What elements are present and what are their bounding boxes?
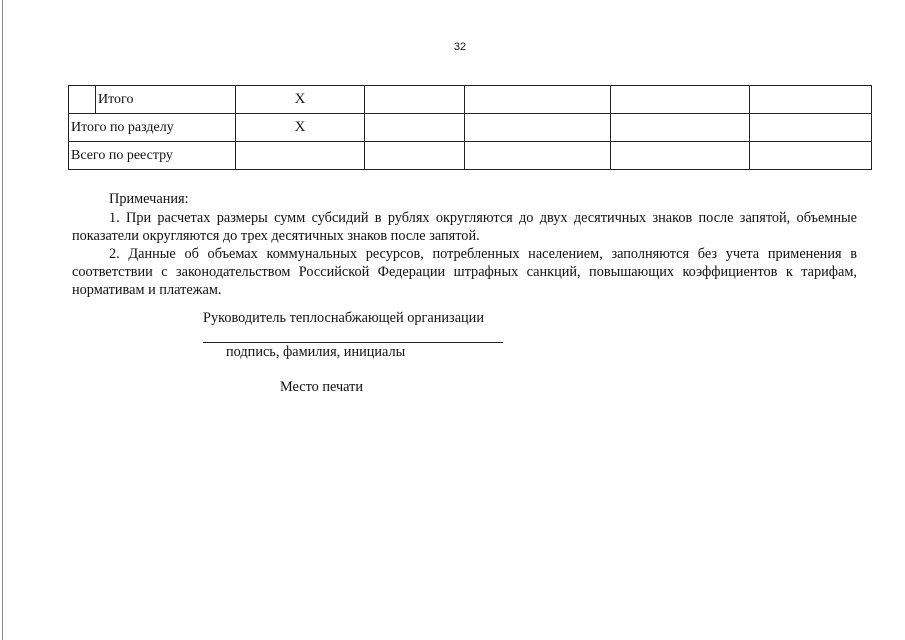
notes-section — [72, 190, 857, 299]
notes-title: Примечания: — [109, 191, 189, 207]
table-cell-empty — [365, 86, 465, 114]
stamp-place-label: Место печати — [280, 379, 364, 395]
page-left-edge — [2, 0, 3, 640]
table-row-section-total — [69, 114, 872, 142]
table-cell-empty — [750, 86, 872, 114]
signer-title: Руководитель теплоснабжающей организации — [203, 310, 484, 326]
table-cell-empty — [365, 142, 465, 170]
row-mark-total: X — [236, 86, 365, 114]
signature-line — [203, 342, 503, 343]
table-cell-empty — [611, 114, 750, 142]
table-cell-empty — [365, 114, 465, 142]
table-cell-empty — [69, 86, 96, 114]
table-cell-empty — [750, 142, 872, 170]
page-number: 32 — [453, 41, 467, 53]
row-mark-registry-total — [236, 142, 365, 170]
table-cell-empty — [465, 142, 611, 170]
note-item-2: 2. Данные об объемах коммунальных ресурсов, потребленных населением, заполняются без учета применения в соответствии с законодательством Российской Федерации штрафных санкций, повышающих коэффициентов к тарифам, нормативам и платежам. — [72, 246, 857, 298]
row-label-registry-total: Всего по реестру — [69, 142, 236, 170]
table-cell-empty — [750, 114, 872, 142]
note-item-1: 1. При расчетах размеры сумм субсидий в рублях округляются до двух десятичных знаков после запятой, объемные показатели округляются до трех десятичных знаков после запятой. — [72, 210, 857, 244]
row-label-section-total: Итого по разделу — [69, 114, 236, 142]
table-row-total — [69, 86, 872, 114]
summary-table — [68, 85, 872, 170]
signature-caption: подпись, фамилия, инициалы — [226, 344, 406, 360]
table-cell-empty — [611, 142, 750, 170]
table-row-registry-total — [69, 142, 872, 170]
table-cell-empty — [465, 114, 611, 142]
row-label-total: Итого — [96, 86, 236, 114]
table-cell-empty — [465, 86, 611, 114]
table-cell-empty — [611, 86, 750, 114]
row-mark-section-total: X — [236, 114, 365, 142]
